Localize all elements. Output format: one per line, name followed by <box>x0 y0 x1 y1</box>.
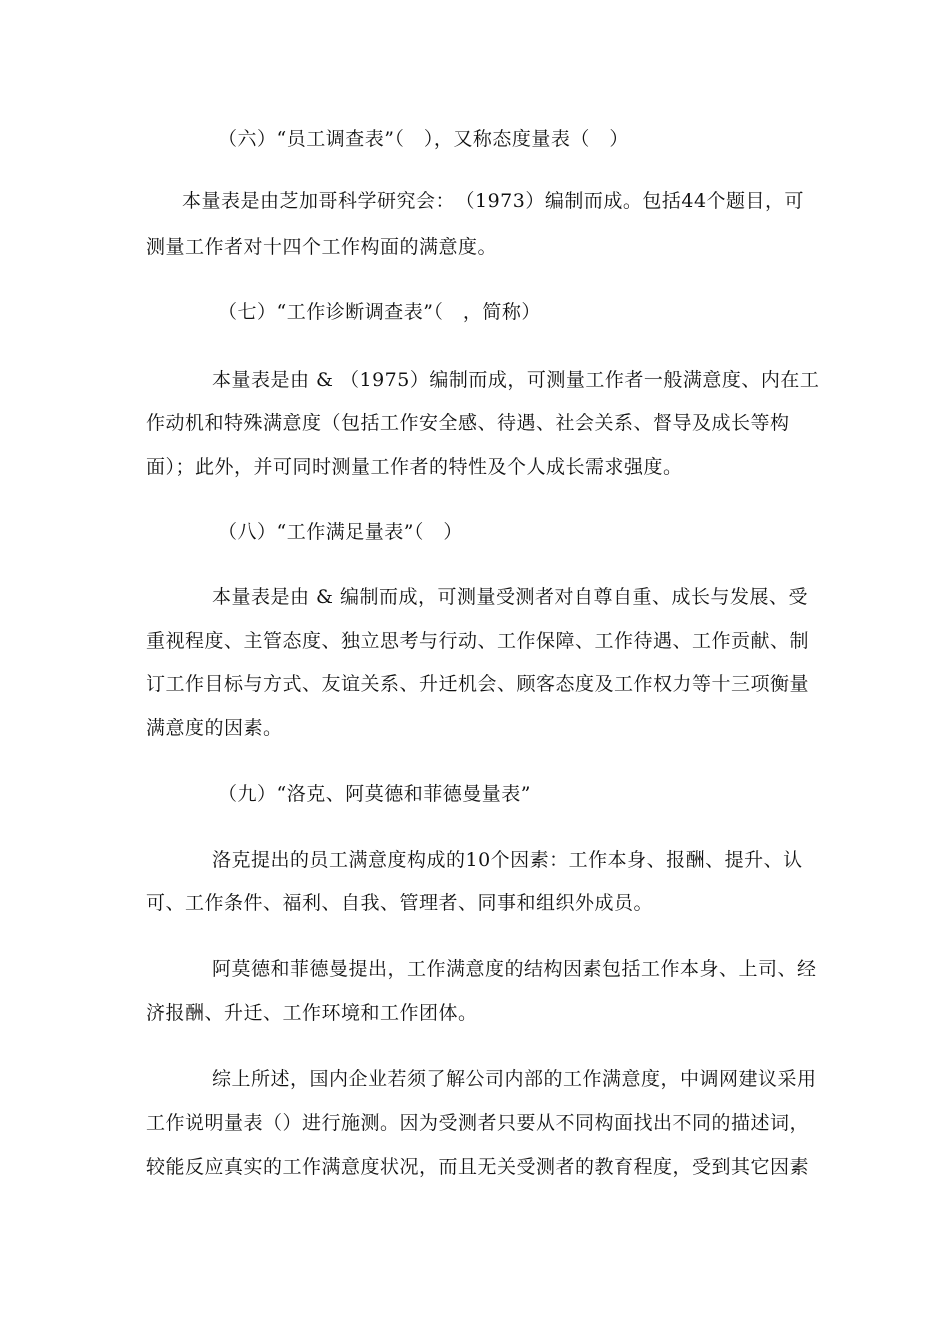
para-nine-b-line-2: 济报酬、升迁、工作环境和工作团体。 <box>146 1002 478 1024</box>
para-seven-line-3: 面）；此外，并可同时测量工作者的特性及个人成长需求强度。 <box>146 456 683 478</box>
para-eight-line-4: 满意度的因素。 <box>146 717 283 739</box>
para-summary-line-3: 较能反应真实的工作满意度状况，而且无关受测者的教育程度，受到其它因素 <box>146 1156 810 1178</box>
para-six-line-1: 本量表是由芝加哥科学研究会： （1973）编制而成。包括44个题目，可 <box>182 190 805 212</box>
heading-seven: （七）“工作诊断调查表”（ ，简称） <box>218 301 541 323</box>
para-eight-line-1: 本量表是由 & 编制而成，可测量受测者对自尊自重、成长与发展、受 <box>212 586 808 608</box>
para-nine-a-line-2: 可、工作条件、福利、自我、管理者、同事和组织外成员。 <box>146 892 654 914</box>
heading-nine: （九）“洛克、阿莫德和菲德曼量表” <box>218 783 531 805</box>
para-seven-line-2: 作动机和特殊满意度（包括工作安全感、待遇、社会关系、督导及成长等构 <box>146 412 790 434</box>
para-six-line-2: 测量工作者对十四个工作构面的满意度。 <box>146 236 498 258</box>
para-eight-line-3: 订工作目标与方式、友谊关系、升迁机会、顾客态度及工作权力等十三项衡量 <box>146 673 810 695</box>
heading-eight: （八）“工作满足量表”（ ） <box>218 521 463 543</box>
para-seven-line-1: 本量表是由 & （1975）编制而成，可测量工作者一般满意度、内在工 <box>212 369 820 391</box>
para-nine-a-line-1: 洛克提出的员工满意度构成的10个因素：工作本身、报酬、提升、认 <box>212 849 803 871</box>
para-summary-line-2: 工作说明量表（）进行施测。因为受测者只要从不同构面找出不同的描述词， <box>146 1112 810 1134</box>
para-nine-b-line-1: 阿莫德和菲德曼提出，工作满意度的结构因素包括工作本身、上司、经 <box>212 958 817 980</box>
para-summary-line-1: 综上所述，国内企业若须了解公司内部的工作满意度，中调网建议采用 <box>212 1068 817 1090</box>
heading-six: （六）“员工调查表”（ ），又称态度量表（ ） <box>218 128 629 150</box>
para-eight-line-2: 重视程度、主管态度、独立思考与行动、工作保障、工作待遇、工作贡献、制 <box>146 630 810 652</box>
